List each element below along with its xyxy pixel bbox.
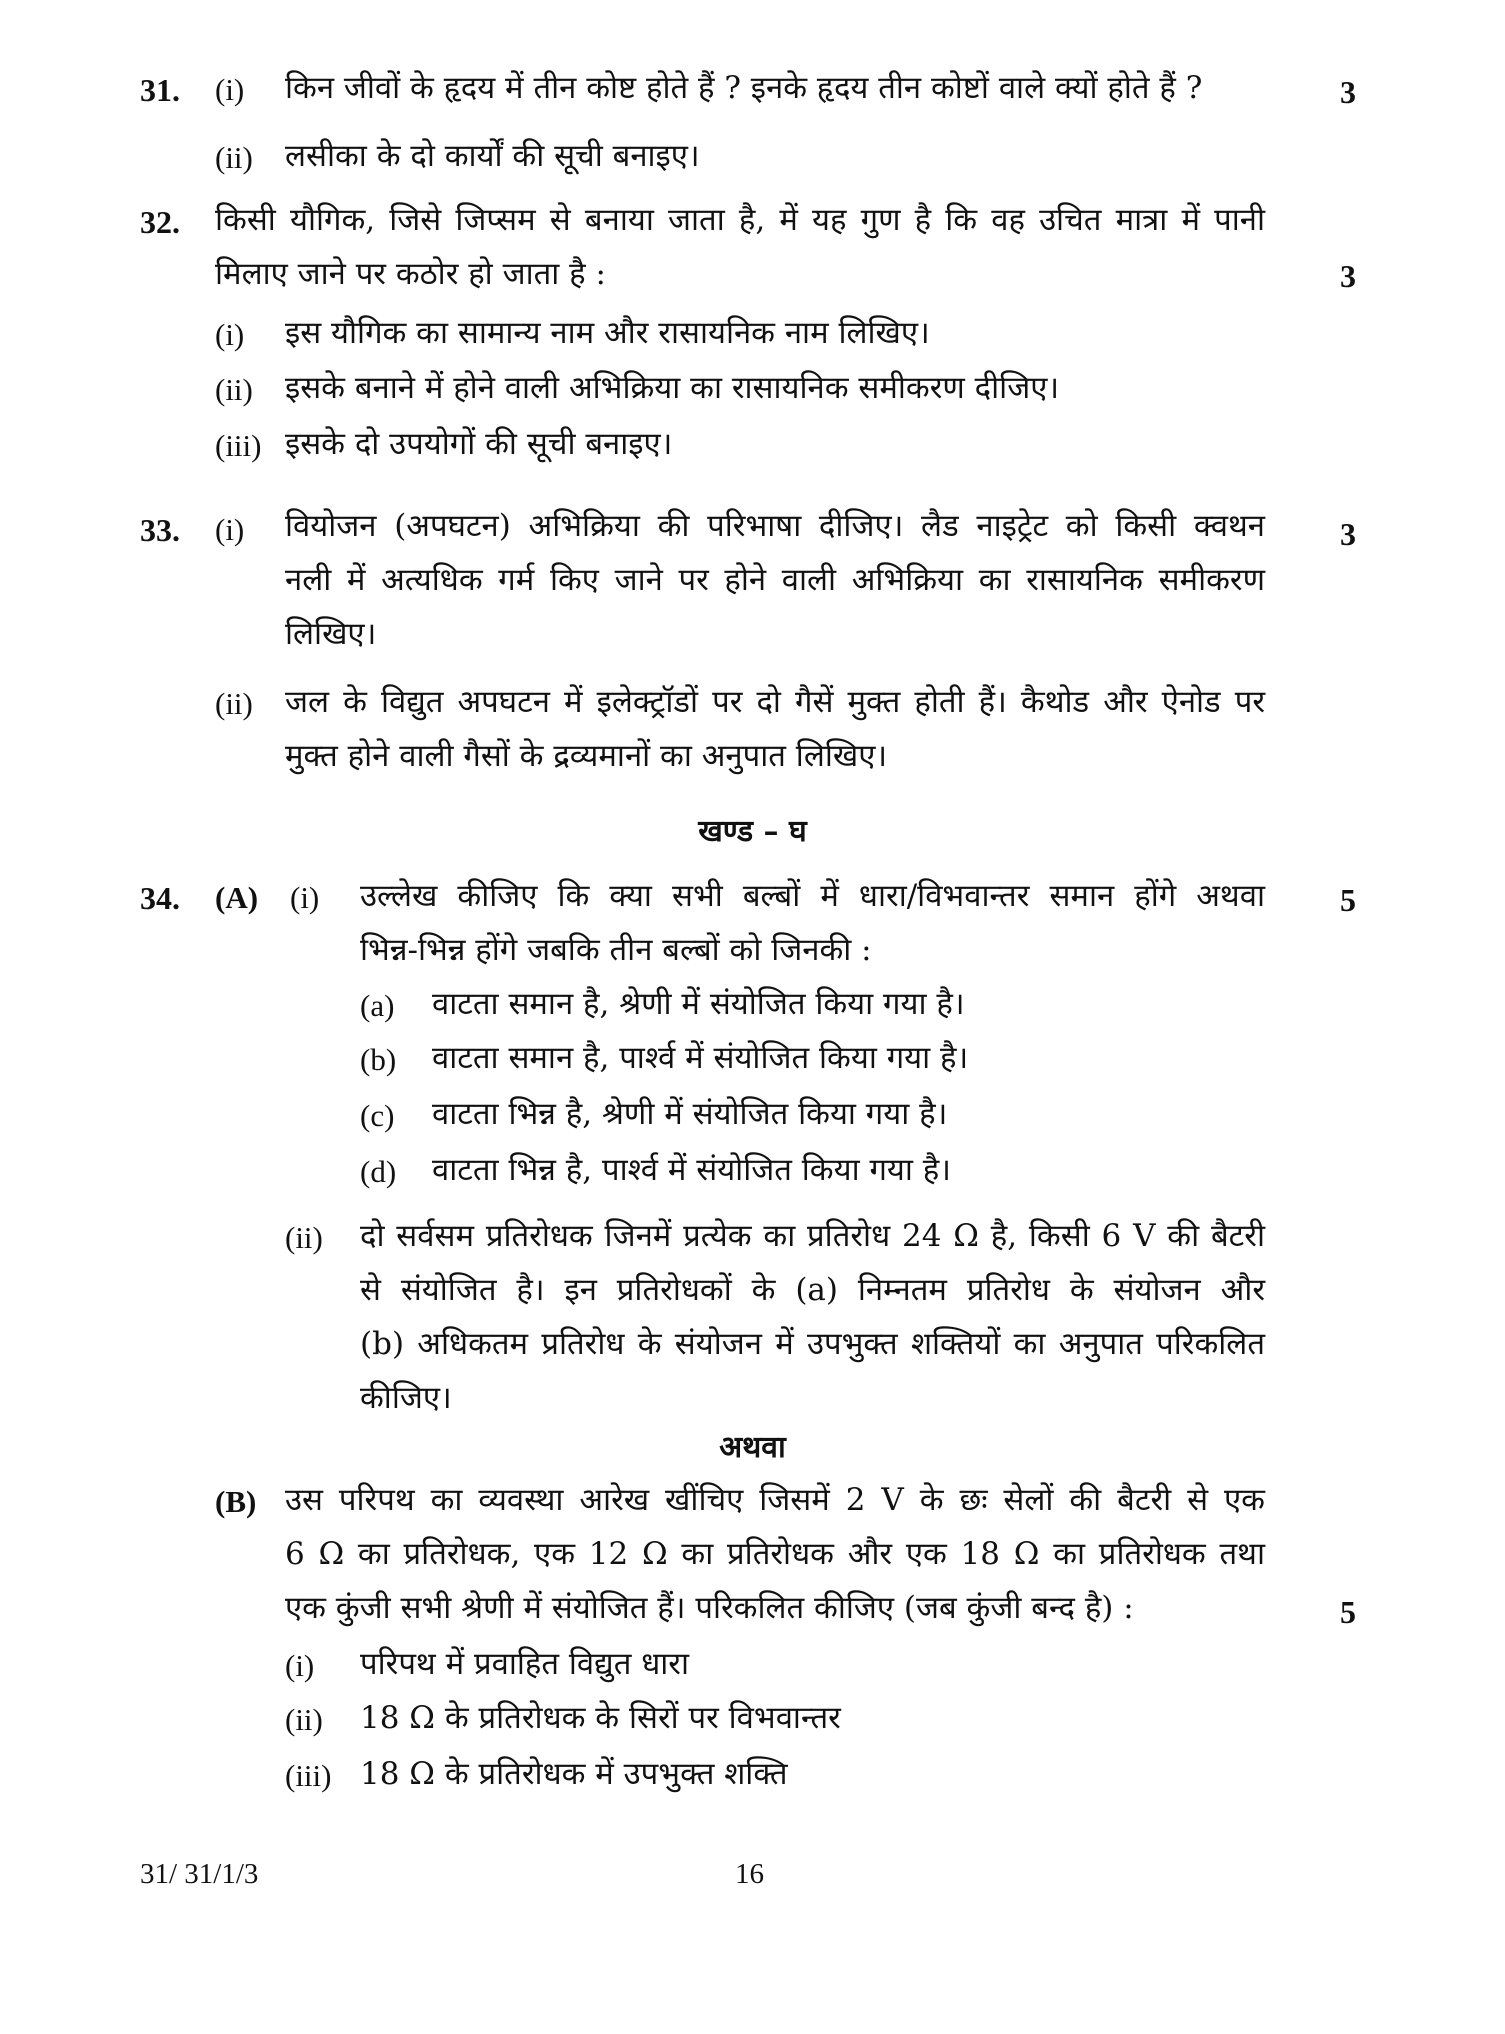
q34-b-line-2: 6 Ω का प्रतिरोधक, एक 12 Ω का प्रतिरोधक और एक 18 Ω का प्रतिरोधक तथा — [285, 1536, 1265, 1572]
q34-subitem-c-label: (c) — [360, 1098, 395, 1133]
question-31-number: 31. — [140, 72, 180, 108]
q34-b-part-iii-text: 18 Ω के प्रतिरोधक में उपभुक्त शक्ति — [360, 1756, 788, 1792]
q34-b-part-ii-label: (ii) — [285, 1702, 323, 1737]
q33-part-i-line-2: नली में अत्यधिक गर्म किए जाने पर होने वाली अभिक्रिया का रासायनिक समीकरण — [285, 562, 1265, 598]
q34-b-part-i-text: परिपथ में प्रवाहित विद्युत धारा — [360, 1646, 690, 1682]
question-34-number: 34. — [140, 880, 180, 916]
q32-part-ii-text: इसके बनाने में होने वाली अभिक्रिया का रासायनिक समीकरण दीजिए। — [285, 370, 1060, 406]
q31-part-i-text: किन जीवों के हृदय में तीन कोष्ट होते हैं ? इनके हृदय तीन कोष्टों वाले क्यों होते हैं ? — [285, 70, 1203, 106]
q34-a-part-ii-line-1: दो सर्वसम प्रतिरोधक जिनमें प्रत्येक का प्रतिरोध 24 Ω है, किसी 6 V की बैटरी — [360, 1218, 1265, 1254]
q31-marks: 3 — [1340, 74, 1356, 110]
or-separator: अथवा — [719, 1430, 786, 1465]
q31-part-i-label: (i) — [215, 72, 245, 107]
q34-subitem-d-label: (d) — [360, 1154, 397, 1189]
q34-b-line-3: एक कुंजी सभी श्रेणी में संयोजित हैं। परिकलित कीजिए (जब कुंजी बन्द है) : — [285, 1590, 1134, 1626]
q31-part-ii-text: लसीका के दो कार्यों की सूची बनाइए। — [285, 138, 700, 174]
q32-part-i-label: (i) — [215, 317, 245, 352]
q34-a-marks: 5 — [1340, 882, 1356, 918]
q34-a-part-ii-label: (ii) — [285, 1220, 323, 1255]
q34-a-part-ii-line-2: से संयोजित है। इन प्रतिरोधकों के (a) निम्नतम प्रतिरोध के संयोजन और — [360, 1272, 1265, 1308]
q32-part-ii-label: (ii) — [215, 372, 253, 407]
q32-stem-line-2: मिलाए जाने पर कठोर हो जाता है : — [215, 256, 606, 292]
q34-b-line-1: उस परिपथ का व्यवस्था आरेख खींचिए जिसमें 2 V के छः सेलों की बैटरी से एक — [285, 1482, 1265, 1518]
q34-b-part-i-label: (i) — [285, 1648, 315, 1683]
q34-a-part-i-line-1: उल्लेख कीजिए कि क्या सभी बल्बों में धारा/विभवान्तर समान होंगे अथवा — [360, 878, 1265, 914]
q34-subitem-b-label: (b) — [360, 1042, 397, 1077]
q32-part-i-text: इस यौगिक का सामान्य नाम और रासायनिक नाम लिखिए। — [285, 315, 930, 351]
q31-part-ii-label: (ii) — [215, 140, 253, 175]
q32-part-iii-text: इसके दो उपयोगों की सूची बनाइए। — [285, 426, 673, 462]
section-heading: खण्ड – घ — [698, 814, 807, 849]
q33-part-ii-line-2: मुक्त होने वाली गैसों के द्रव्यमानों का अनुपात लिखिए। — [285, 738, 888, 774]
q33-part-ii-line-1: जल के विद्युत अपघटन में इलेक्ट्रॉडों पर दो गैसें मुक्त होती हैं। कैथोड और ऐनोड पर — [285, 684, 1265, 720]
q32-part-iii-label: (iii) — [215, 428, 262, 463]
q34-a-part-ii-line-4: कीजिए। — [360, 1380, 452, 1416]
page-number: 16 — [735, 1858, 764, 1890]
q32-stem-line-1: किसी यौगिक, जिसे जिप्सम से बनाया जाता है, में यह गुण है कि वह उचित मात्रा में पानी — [215, 202, 1265, 238]
q34-option-b-label: (B) — [215, 1484, 257, 1519]
q33-marks: 3 — [1340, 516, 1356, 552]
q34-option-a-label: (A) — [215, 880, 259, 915]
q34-a-part-ii-line-3: (b) अधिकतम प्रतिरोध के संयोजन में उपभुक्त शक्तियों का अनुपात परिकलित — [360, 1326, 1265, 1362]
q32-marks: 3 — [1340, 258, 1356, 294]
q34-subitem-a-label: (a) — [360, 988, 395, 1023]
q34-subitem-d-text: वाटता भिन्न है, पार्श्व में संयोजित किया गया है। — [432, 1152, 951, 1188]
paper-code: 31/ 31/1/3 — [140, 1858, 259, 1890]
question-33-number: 33. — [140, 512, 180, 548]
q34-b-part-ii-text: 18 Ω के प्रतिरोधक के सिरों पर विभवान्तर — [360, 1700, 841, 1736]
q33-part-ii-label: (ii) — [215, 686, 253, 721]
q34-subitem-c-text: वाटता भिन्न है, श्रेणी में संयोजित किया गया है। — [432, 1096, 948, 1132]
q34-subitem-a-text: वाटता समान है, श्रेणी में संयोजित किया गया है। — [432, 986, 965, 1022]
q33-part-i-line-1: वियोजन (अपघटन) अभिक्रिया की परिभाषा दीजिए। लैड नाइट्रेट को किसी क्वथन — [285, 508, 1265, 544]
q34-a-part-i-label: (i) — [290, 880, 320, 915]
q34-b-marks: 5 — [1340, 1594, 1356, 1630]
q34-a-part-i-line-2: भिन्न-भिन्न होंगे जबकि तीन बल्बों को जिनकी : — [360, 932, 872, 968]
q33-part-i-label: (i) — [215, 512, 245, 547]
q34-subitem-b-text: वाटता समान है, पार्श्व में संयोजित किया गया है। — [432, 1040, 969, 1076]
question-32-number: 32. — [140, 204, 180, 240]
q34-b-part-iii-label: (iii) — [285, 1758, 332, 1793]
q33-part-i-line-3: लिखिए। — [285, 616, 377, 652]
